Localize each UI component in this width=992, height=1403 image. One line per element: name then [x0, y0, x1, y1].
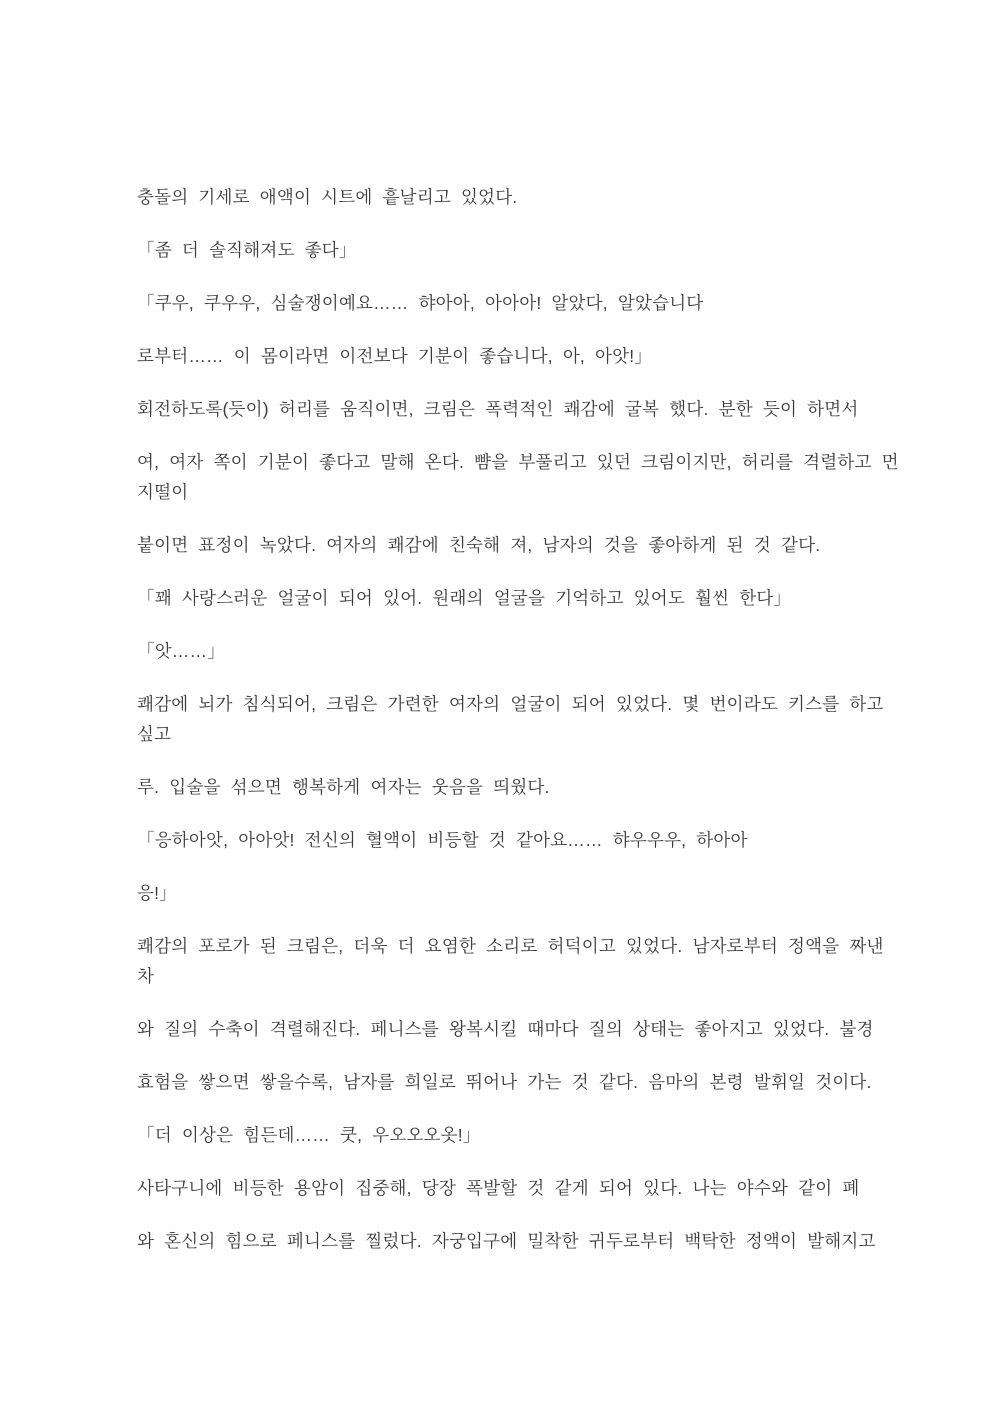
text-line: 「응하아앗, 아아앗! 전신의 혈액이 비등할 것 같아요…… 햐우우우, 하아아: [137, 830, 748, 850]
text-line: 응!」: [137, 883, 177, 903]
paragraph: [137, 1014, 902, 1044]
text-line: 「더 이상은 힘든데…… 쿳, 우오오오옷!」: [137, 1125, 481, 1145]
text-line: 「앗……」: [137, 641, 225, 661]
paragraph: [137, 1120, 902, 1150]
paragraph: [137, 1226, 902, 1256]
paragraph: [137, 394, 902, 424]
paragraph: [137, 341, 902, 371]
text-line: 로부터…… 이 몸이라면 이전보다 기분이 좋습니다, 아, 아앗!」: [137, 346, 653, 366]
text-line: 와 질의 수축이 격렬해진다. 페니스를 왕복시킬 때마다 질의 상태는 좋아지고 있었다. 불경: [137, 1019, 874, 1039]
text-line: 차: [137, 966, 155, 986]
paragraph: [137, 689, 902, 749]
paragraph: [137, 1173, 902, 1203]
text-line: 「쿠우, 쿠우우, 심술쟁이예요…… 햐아아, 아아아! 알았다, 알았습니다: [137, 293, 704, 313]
text-line: 지떨이: [137, 482, 189, 502]
paragraph: [137, 772, 902, 802]
paragraph: [137, 447, 902, 507]
text-line: 회전하도록(듯이) 허리를 움직이면, 크림은 폭력적인 쾌감에 굴복 했다. 분한 듯이 하면서: [137, 399, 859, 419]
text-line: 충돌의 기세로 애액이 시트에 흩날리고 있었다.: [137, 187, 518, 207]
text-line: 「좀 더 솔직해져도 좋다」: [137, 240, 357, 260]
paragraph: [137, 288, 902, 318]
paragraph: [137, 530, 902, 560]
paragraph: [137, 583, 902, 613]
text-line: 싶고: [137, 724, 172, 744]
paragraph: [137, 182, 902, 212]
paragraph: [137, 931, 902, 991]
text-line: 쾌감의 포로가 된 크림은, 더욱 더 요염한 소리로 허덕이고 있었다. 남자로부터 정액을 짜낸: [137, 936, 884, 956]
text-line: 여, 여자 쪽이 기분이 좋다고 말해 온다. 뺨을 부풀리고 있던 크림이지만, 허리를 격렬하고 먼: [137, 452, 899, 472]
text-line: 루. 입술을 섞으면 행복하게 여자는 웃음을 띄웠다.: [137, 777, 550, 797]
paragraph: [137, 235, 902, 265]
text-line: 효험을 쌓으면 쌓을수록, 남자를 희일로 뛰어나 가는 것 같다. 음마의 본령 발휘일 것이다.: [137, 1072, 872, 1092]
paragraph: [137, 825, 902, 855]
text-line: 「꽤 사랑스러운 얼굴이 되어 있어. 원래의 얼굴을 기억하고 있어도 훨씬 한다」: [137, 588, 792, 608]
text-line: 와 혼신의 힘으로 페니스를 찔렀다. 자궁입구에 밀착한 귀두로부터 백탁한 정액이 발해지고: [137, 1231, 876, 1251]
text-line: 사타구니에 비등한 용암이 집중해, 당장 폭발할 것 같게 되어 있다. 나는 야수와 같이 폐: [137, 1178, 860, 1198]
paragraph: [137, 1067, 902, 1097]
text-line: 붙이면 표정이 녹았다. 여자의 쾌감에 친숙해 져, 남자의 것을 좋아하게 된 것 같다.: [137, 535, 821, 555]
paragraph: [137, 636, 902, 666]
text-line: 쾌감에 뇌가 침식되어, 크림은 가련한 여자의 얼굴이 되어 있었다. 몇 번이라도 키스를 하고: [137, 694, 884, 714]
paragraph: [137, 878, 902, 908]
